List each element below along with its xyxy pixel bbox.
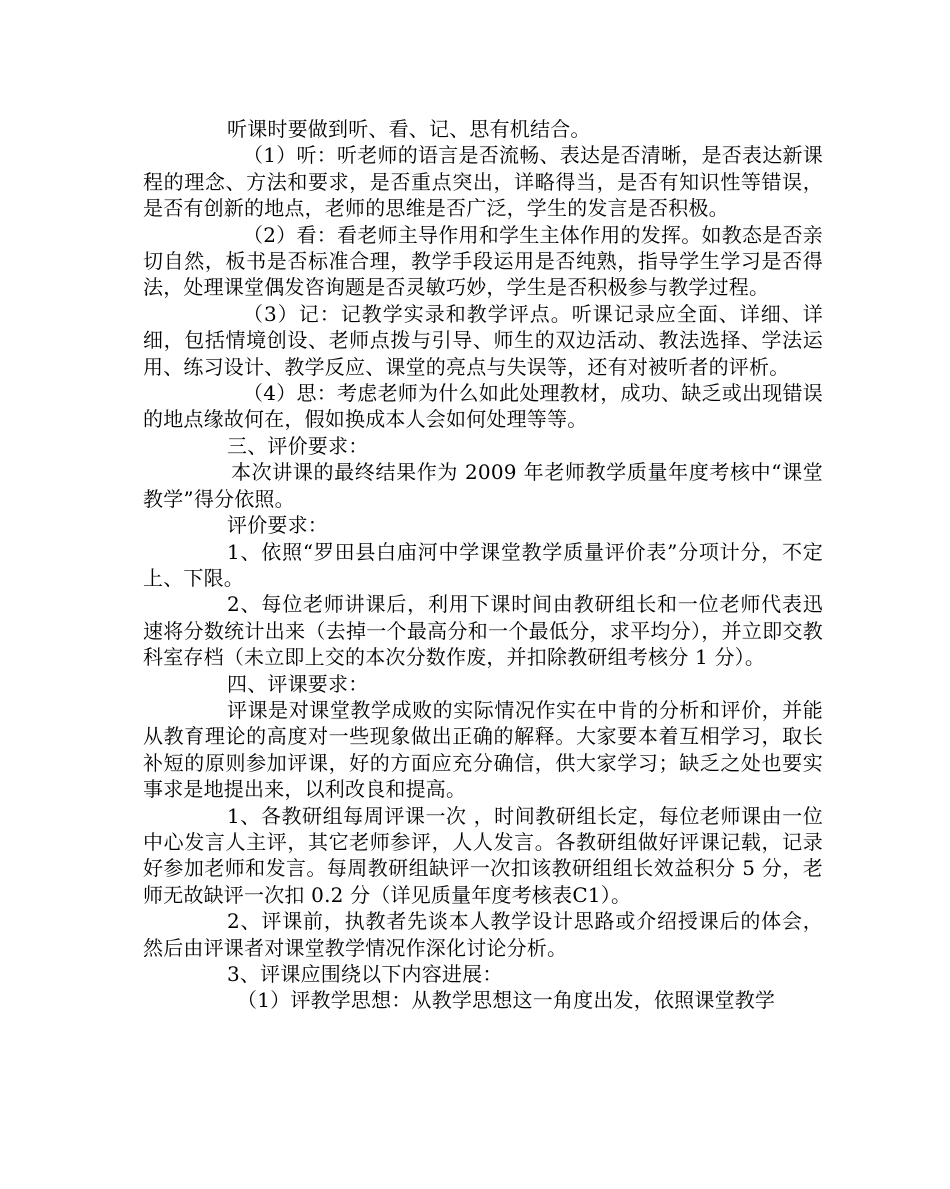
paragraph-look: （2）看：看老师主导作用和学生主体作用的发挥。如教态是否亲切自然，板书是否标准合理，教学手段运用是否纯熟，指导学生学习是否得法，处理课堂偶发咨询题是否灵敏巧妙，学生是否积极参与教学过程。 bbox=[143, 222, 823, 300]
paragraph-review-intro: 评课是对课堂教学成败的实际情况作实在中肯的分析和评价，并能从教育理论的高度对一些现象做出正确的解释。大家要本着互相学习，取长补短的原则参加评课，好的方面应充分确信，供大家学习；缺乏之处也要实事求是地提出来，以利改良和提高。 bbox=[143, 697, 823, 802]
document-body bbox=[143, 116, 823, 1014]
section-heading-evaluation: 三、评价要求： bbox=[227, 433, 369, 458]
subheading-evaluation-requirements: 评价要求： bbox=[227, 513, 328, 538]
paragraph-listening-principle: 听课时要做到听、看、记、思有机结合。 bbox=[227, 117, 591, 141]
paragraph-review-item-3: 3、评课应围绕以下内容进展： bbox=[227, 962, 503, 986]
paragraph-evaluation-item-2: 2、每位老师讲课后，利用下课时间由教研组长和一位老师代表迅速将分数统计出来（去掉一个最高分和一个最低分，求平均分），并立即交教科室存档（未立即上交的本次分数作废，并扣除教研组考核分 1 分）。 bbox=[143, 592, 823, 670]
paragraph-review-item-1: 1、各教研组每周评课一次 ，时间教研组长定，每位老师课由一位中心发言人主评，其它老师参评，人人发言。各教研组做好评课记载，记录好参加老师和发言。每周教研组缺评一次扣该教研组组长效益积分 5 分，老师无故缺评一次扣 0.2 分（详见质量年度考核表C1）。 bbox=[143, 803, 823, 907]
paragraph-think: （4）思：考虑老师为什么如此处理教材，成功、缺乏或出现错误的地点缘故何在，假如换成本人会如何处理等等。 bbox=[143, 381, 823, 432]
section-heading-review: 四、评课要求： bbox=[227, 671, 369, 696]
paragraph-review-sub-1: （1）评教学思想：从教学思想这一角度出发，依照课堂教学 bbox=[237, 988, 776, 1013]
paragraph-listen: （1）听：听老师的语言是否流畅、表达是否清晰，是否表达新课程的理念、方法和要求，是否重点突出，详略得当，是否有知识性等错误，是否有创新的地点，老师的思维是否广泛，学生的发言是否积极。 bbox=[143, 143, 823, 221]
paragraph-evaluation-intro: 本次讲课的最终结果作为 2009 年老师教学质量年度考核中“课堂教学”得分依照。 bbox=[143, 460, 823, 511]
paragraph-evaluation-item-1: 1、依照“罗田县白庙河中学课堂教学质量评价表”分项计分，不定上、下限。 bbox=[143, 539, 823, 590]
paragraph-review-item-2: 2、评课前，执教者先谈本人教学设计思路或介绍授课后的体会，然后由评课者对课堂教学情况作深化讨论分析。 bbox=[143, 909, 823, 960]
paragraph-record: （3）记：记教学实录和教学评点。听课记录应全面、详细、详细，包括情境创设、老师点拨与引导、师生的双边活动、教法选择、学法运用、练习设计、教学反应、课堂的亮点与失误等，还有对被听者的评析。 bbox=[143, 301, 823, 379]
